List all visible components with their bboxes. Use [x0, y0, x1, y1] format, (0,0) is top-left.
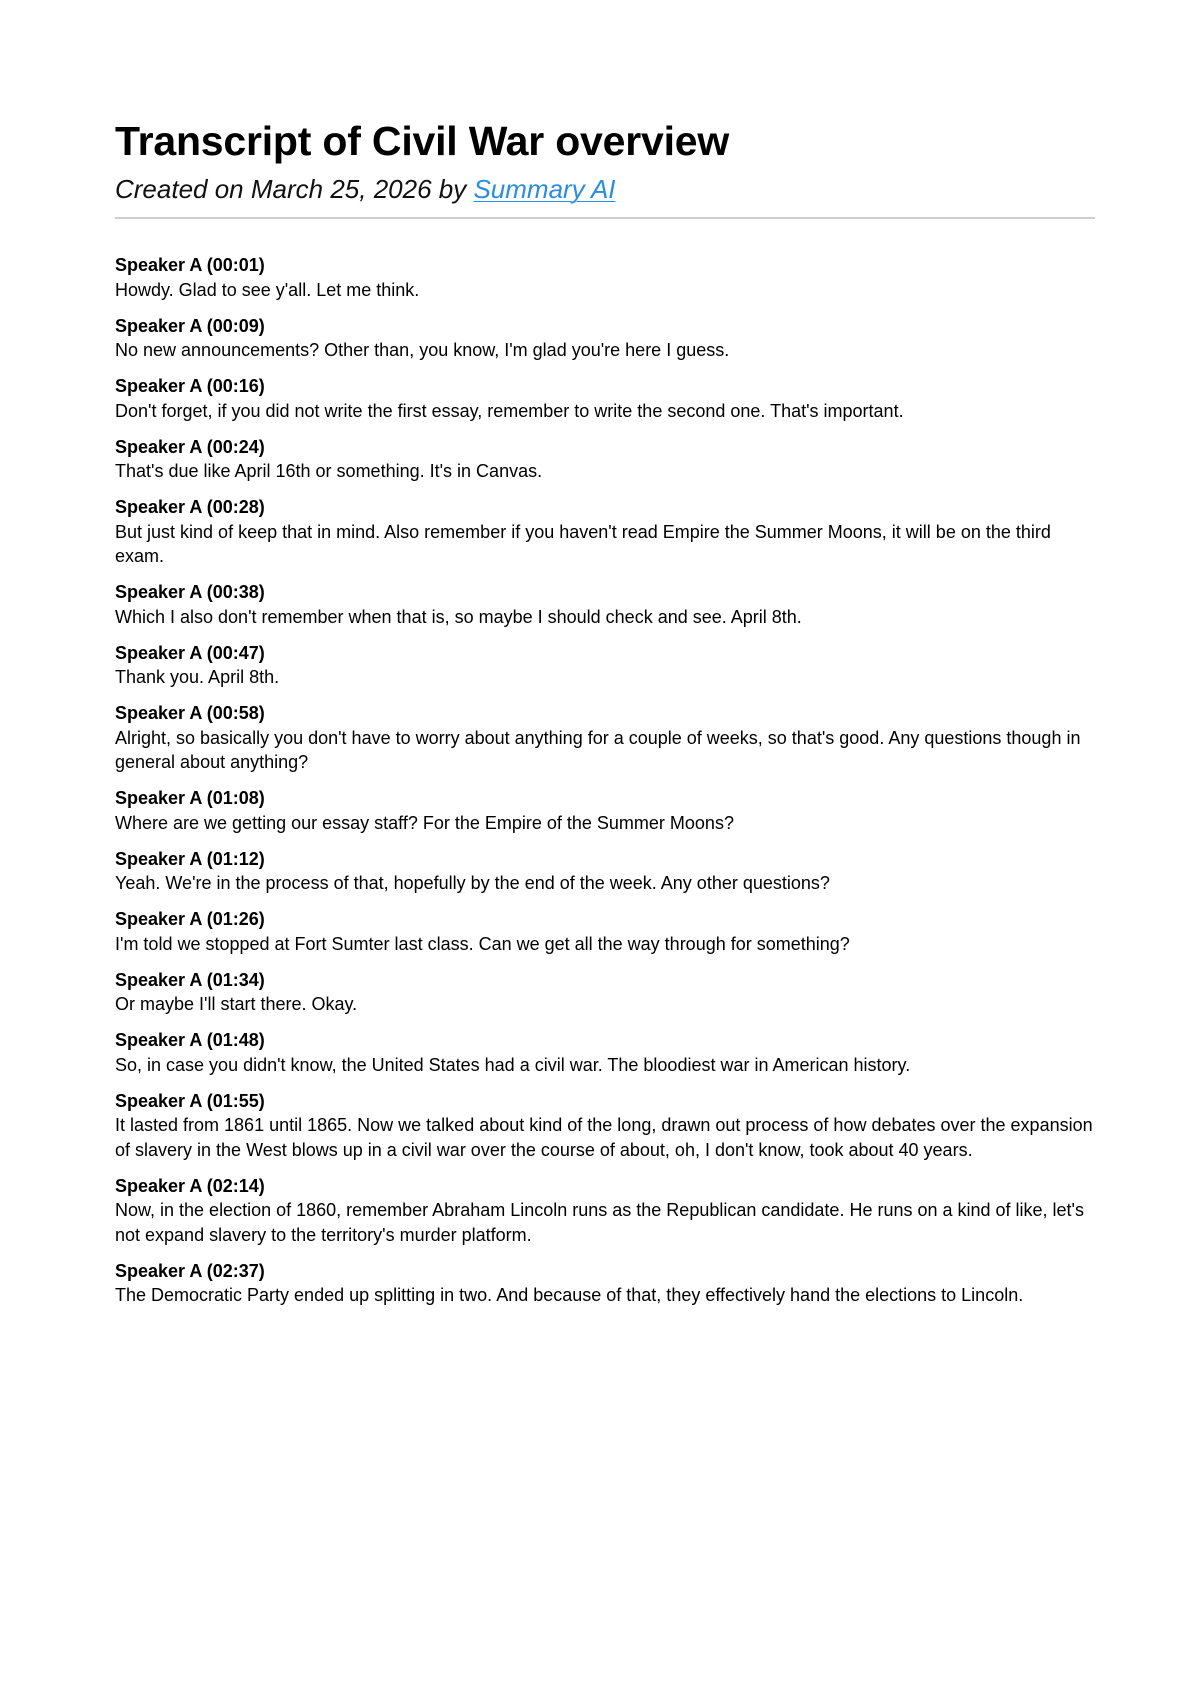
- speaker-timestamp: Speaker A (00:16): [115, 376, 265, 396]
- utterance-text: Alright, so basically you don't have to worry about anything for a couple of weeks, so that's good. Any questions though in general about anything?: [115, 727, 1081, 772]
- transcript-entry: [115, 1174, 1095, 1248]
- utterance-text: No new announcements? Other than, you know, I'm glad you're here I guess.: [115, 340, 730, 360]
- header-divider: [115, 217, 1095, 219]
- speaker-timestamp: Speaker A (00:38): [115, 582, 265, 602]
- transcript-entry: [115, 314, 1095, 363]
- transcript-entry: [115, 1259, 1095, 1308]
- utterance-text: Howdy. Glad to see y'all. Let me think.: [115, 279, 420, 300]
- utterance-text: Or maybe I'll start there. Okay.: [115, 994, 358, 1014]
- utterance-text: Which I also don't remember when that is, so maybe I should check and see. April 8th.: [115, 606, 802, 627]
- utterance-text: That's due like April 16th or something. It's in Canvas.: [115, 461, 543, 481]
- transcript-entry: [115, 847, 1095, 896]
- transcript-page: [115, 116, 1095, 1319]
- speaker-timestamp: Speaker A (01:26): [115, 909, 265, 929]
- utterance-text: Yeah. We're in the process of that, hopefully by the end of the week. Any other questions?: [115, 873, 830, 893]
- author-link[interactable]: Summary AI: [473, 174, 616, 204]
- transcript-entry: [115, 701, 1095, 775]
- transcript-entry: [115, 1028, 1095, 1077]
- transcript-entry: [115, 374, 1095, 423]
- speaker-timestamp: Speaker A (00:47): [115, 642, 265, 663]
- utterance-text: Where are we getting our essay staff? For the Empire of the Summer Moons?: [115, 812, 734, 833]
- utterance-text: Don't forget, if you did not write the first essay, remember to write the second one. That's important.: [115, 400, 904, 421]
- transcript-entries: [115, 253, 1095, 1308]
- transcript-entry: [115, 968, 1095, 1017]
- utterance-text: It lasted from 1861 until 1865. Now we talked about kind of the long, drawn out process of how debates over the expansion of slavery in the West blows up in a civil war over the course of about, oh, I don't know, took about 40 years.: [115, 1115, 1093, 1160]
- speaker-timestamp: Speaker A (01:08): [115, 788, 265, 808]
- utterance-text: Thank you. April 8th.: [115, 667, 280, 687]
- utterance-text: The Democratic Party ended up splitting in two. And because of that, they effectively hand the elections to Lincoln.: [115, 1285, 1024, 1305]
- document-title: Transcript of Civil War overview: [115, 118, 730, 164]
- utterance-text: Now, in the election of 1860, remember Abraham Lincoln runs as the Republican candidate. He runs on a kind of like, let's not expand slavery to the territory's murder platform.: [115, 1200, 1084, 1245]
- transcript-entry: [115, 435, 1095, 484]
- speaker-timestamp: Speaker A (00:24): [115, 436, 265, 457]
- speaker-timestamp: Speaker A (02:37): [115, 1260, 265, 1281]
- speaker-timestamp: Speaker A (02:14): [115, 1175, 265, 1196]
- utterance-text: So, in case you didn't know, the United States had a civil war. The bloodiest war in American history.: [115, 1054, 911, 1075]
- utterance-text: I'm told we stopped at Fort Sumter last class. Can we get all the way through for something?: [115, 933, 850, 954]
- speaker-timestamp: Speaker A (01:48): [115, 1030, 265, 1050]
- transcript-entry: [115, 1089, 1095, 1163]
- speaker-timestamp: Speaker A (01:12): [115, 848, 265, 869]
- transcript-entry: [115, 786, 1095, 835]
- speaker-timestamp: Speaker A (00:58): [115, 703, 265, 723]
- document-subtitle: [115, 172, 1095, 206]
- transcript-entry: [115, 580, 1095, 629]
- created-date-text: Created on March 25, 2026 by: [115, 174, 474, 204]
- transcript-entry: [115, 907, 1095, 956]
- transcript-entry: [115, 253, 1095, 302]
- speaker-timestamp: Speaker A (01:34): [115, 969, 265, 990]
- speaker-timestamp: Speaker A (00:01): [115, 255, 265, 275]
- speaker-timestamp: Speaker A (00:28): [115, 497, 265, 517]
- transcript-entry: [115, 641, 1095, 690]
- speaker-timestamp: Speaker A (01:55): [115, 1090, 265, 1111]
- transcript-entry: [115, 495, 1095, 569]
- utterance-text: But just kind of keep that in mind. Also remember if you haven't read Empire the Summer Moons, it will be on the third exam.: [115, 521, 1051, 566]
- speaker-timestamp: Speaker A (00:09): [115, 315, 265, 336]
